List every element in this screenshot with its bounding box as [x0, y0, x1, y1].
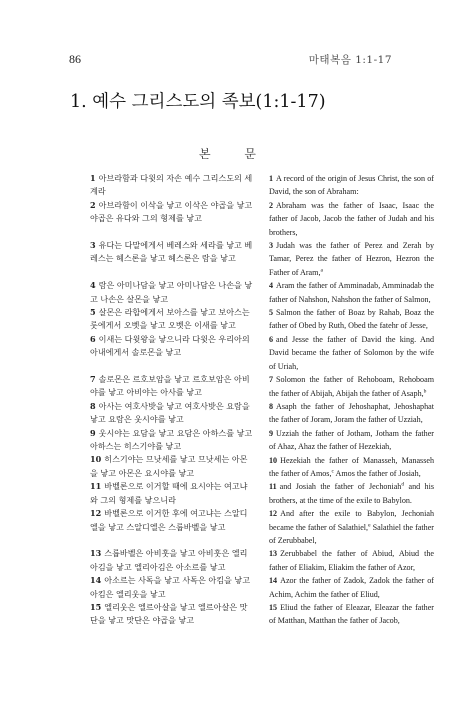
- english-verse-5: [269, 306, 434, 333]
- verse-number: 7: [90, 374, 96, 385]
- footnote-marker: c: [331, 468, 334, 475]
- verse-number: 15: [269, 603, 278, 612]
- verse-number: 12: [269, 509, 278, 519]
- korean-verse-13: [90, 547, 254, 574]
- verse-text: Salmon the father of Boaz by Rahab, Boaz the father of Obed by Ruth, Obed the fatehr of Jesse,: [269, 308, 434, 331]
- verse-text: 람은 아미나담을 낳고 아미나담은 나손을 낳고 나손은 살몬을 낳고: [90, 280, 253, 304]
- section-heading: 본 문: [199, 147, 271, 161]
- verse-group-spacer: [90, 226, 254, 239]
- english-verse-7: [269, 373, 434, 400]
- verse-text-continued: and his brothers, at the time of the exile to Babylon.: [269, 482, 435, 505]
- english-verse-10: [269, 454, 434, 481]
- verse-text: Eliud the father of Eleazar, Eleazar the father of Matthan, Matthan the father of Jacob,: [269, 603, 434, 626]
- footnote-marker: b: [423, 387, 427, 394]
- korean-verse-6: [90, 333, 254, 360]
- english-verse-12: [269, 507, 434, 547]
- verse-number: 6: [269, 334, 274, 344]
- verse-number: 2: [269, 200, 274, 210]
- korean-text-column: [90, 172, 254, 628]
- verse-number: 1: [269, 174, 274, 183]
- english-verse-4: [269, 279, 434, 306]
- verse-text: 웃시야는 요담을 낳고 요담은 아하스를 낳고 아하스는 히스기야를 낳고: [90, 427, 253, 452]
- verse-number: 5: [90, 307, 96, 318]
- korean-verse-11: [90, 480, 254, 507]
- korean-verse-3: [90, 239, 254, 266]
- verse-group-spacer: [90, 534, 254, 547]
- verse-number: 8: [90, 400, 96, 411]
- verse-number: 14: [90, 575, 102, 586]
- verse-text-continued: Salathiel the father of Zerubbabel,: [269, 522, 434, 545]
- english-verse-8: [269, 400, 434, 427]
- korean-verse-2: [90, 199, 254, 226]
- verse-number: 7: [269, 375, 274, 385]
- korean-verse-9: [90, 427, 254, 454]
- korean-verse-1: [90, 172, 254, 199]
- verse-text: 살몬은 라합에게서 보아스를 낳고 보아스는 룻에게서 오벳을 낳고 오벳은 이새를 낳고: [90, 307, 250, 331]
- verse-text: 바벨론으로 이거한 후에 여고냐는 스알디엘을 낳고 스알디엘은 스룹바벨을 낳고: [90, 508, 248, 532]
- verse-text: A record of the origin of Jesus Christ, the son of David, the son of Abraham:: [269, 174, 434, 197]
- verse-text: 아사는 여호사밧을 낳고 여호사밧은 요람을 낳고 요람은 웃시야를 낳고: [90, 400, 250, 425]
- verse-number: 11: [269, 482, 277, 492]
- verse-number: 8: [269, 401, 274, 411]
- english-verse-11: [269, 480, 434, 507]
- verse-number: 4: [90, 280, 96, 291]
- verse-number: 13: [90, 548, 102, 559]
- verse-text: and Josiah the father of Jechoniah: [279, 482, 402, 492]
- verse-number: 12: [90, 508, 102, 519]
- verse-text: Zerubbabel the father of Abiud, Abiud the father of Eliakim, Eliakim the father of Azor,: [269, 549, 434, 572]
- chapter-title: 1. 예수 그리스도의 족보(1:1-17): [70, 92, 326, 112]
- verse-number: 9: [90, 427, 96, 438]
- verse-text: 아브라함과 다윗의 자손 예수 그리스도의 세계라: [90, 173, 253, 197]
- verse-text: 아소르는 사독을 낳고 사독은 아킴을 낳고 아킴은 엘리웃을 낳고: [90, 575, 251, 599]
- verse-text: Abraham was the father of Isaac, Isaac the father of Jacob, Jacob the father of Judah and his brothers,: [269, 200, 434, 237]
- verse-group-spacer: [90, 360, 254, 373]
- verse-number: 1: [90, 173, 96, 183]
- verse-text: 유다는 다말에게서 베레스와 세라를 낳고 베레스는 헤스론을 낳고 헤스론은 람을 낳고: [90, 240, 253, 264]
- verse-number: 3: [269, 241, 274, 251]
- verse-text: And after the exile to Babylon, Jechoniah became the father of Salathiel,: [269, 509, 434, 532]
- footnote-marker: a: [320, 267, 323, 274]
- english-verse-15: [269, 601, 434, 628]
- verse-text: Judah was the father of Perez and Zerah by Tamar, Perez the father of Hezron, Hezron the Father of Aram,: [269, 241, 434, 277]
- verse-text: 스룹바벨은 아비훗을 낳고 아비훗은 엘리아김을 낳고 엘리아김은 아소르를 낳고: [90, 548, 248, 572]
- verse-number: 3: [90, 240, 96, 251]
- english-verse-13: [269, 547, 434, 574]
- verse-text-continued: Amos the father of Josiah,: [333, 468, 421, 478]
- korean-verse-5: [90, 306, 254, 333]
- english-verse-9: [269, 427, 434, 454]
- korean-verse-12: [90, 507, 254, 534]
- korean-verse-15: [90, 601, 254, 628]
- verse-text: 아브라함이 이삭을 낳고 이삭은 야곱을 낳고 야곱은 유다와 그의 형제를 낳고: [90, 199, 253, 224]
- english-verse-14: [269, 574, 434, 601]
- verse-number: 14: [269, 576, 278, 586]
- verse-number: 5: [269, 308, 274, 318]
- verse-number: 9: [269, 428, 274, 438]
- verse-text: 엘리웃은 엘르아살을 낳고 엘르아살은 맛단을 낳고 맛단은 야곱을 낳고: [90, 601, 248, 626]
- korean-verse-4: [90, 279, 254, 306]
- running-header: 마태복음 1:1-17: [308, 54, 392, 66]
- korean-verse-7: [90, 373, 254, 400]
- english-verse-6: [269, 333, 434, 373]
- verse-text: 바벨론으로 이거할 때에 요시야는 여고냐와 그의 형제를 낳으니라: [90, 481, 248, 505]
- verse-group-spacer: [90, 266, 254, 279]
- verse-number: 10: [269, 455, 278, 465]
- verse-text: 이새는 다윗왕을 낳으니라 다윗은 우리아의 아내에게서 솔로몬을 낳고: [90, 333, 250, 358]
- korean-verse-8: [90, 400, 254, 427]
- verse-number: 2: [90, 199, 96, 210]
- verse-number: 4: [269, 281, 274, 291]
- verse-text: Hezekiah the father of Manasseh, Manasseh the father of Amos,: [269, 455, 434, 478]
- korean-verse-10: [90, 453, 254, 480]
- footnote-marker: d: [401, 481, 405, 488]
- verse-text: Aram the father of Amminadab, Amminadab the father of Nahshon, Nahshon the father of Salmon,: [269, 281, 434, 304]
- verse-text: 히스기야는 므낫세를 낳고 므낫세는 아몬을 낳고 아몬은 요시야를 낳고: [90, 454, 248, 478]
- english-verse-1: [269, 172, 434, 199]
- verse-text: 솔로몬은 르호보암을 낳고 르호보암은 아비야를 낳고 아비야는 아사를 낳고: [90, 374, 250, 398]
- verse-number: 6: [90, 333, 96, 344]
- verse-text: Uzziah the father of Jotham, Jotham the father of Ahaz, Ahaz the father of Hezekiah,: [269, 428, 434, 452]
- english-verse-2: [269, 199, 434, 239]
- verse-number: 15: [90, 601, 102, 612]
- english-text-column: [269, 172, 434, 628]
- english-verse-3: [269, 239, 434, 279]
- footnote-marker: e: [368, 521, 371, 528]
- verse-text: Asaph the father of Jehoshaphat, Jehoshaphat the father of Joram, Joram the father of Uzziah,: [269, 401, 434, 425]
- verse-number: 10: [90, 454, 102, 465]
- verse-text: Azor the father of Zadok, Zadok the father of Achim, Achim the father of Eliud,: [269, 576, 434, 599]
- verse-number: 13: [269, 549, 278, 559]
- page-number: 86: [69, 52, 81, 66]
- verse-text: Solomon the father of Rehoboam, Rehoboam the father of Abijah, Abijah the father of Asaph,: [269, 375, 434, 398]
- korean-verse-14: [90, 574, 254, 601]
- verse-text: and Jesse the father of David the king. And David became the father of Solomon by the wife of Uriah,: [269, 334, 434, 371]
- verse-number: 11: [90, 481, 102, 492]
